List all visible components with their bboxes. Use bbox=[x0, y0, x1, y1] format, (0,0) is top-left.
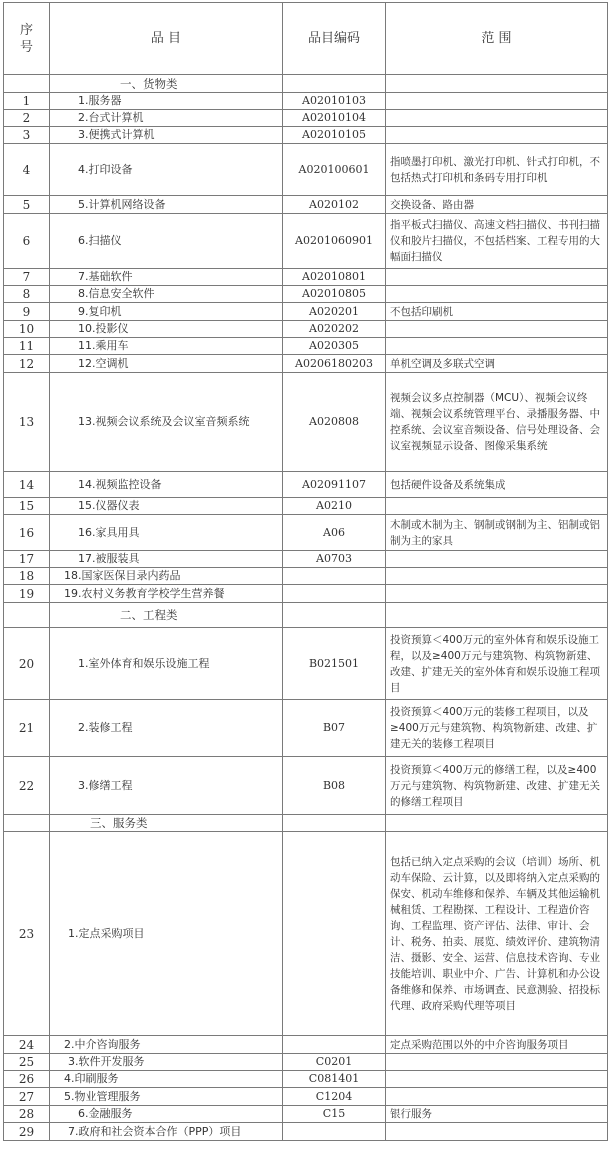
table-row: 7 7.基础软件 A02010801 bbox=[4, 269, 608, 286]
category-services: 三、服务类 bbox=[50, 815, 283, 832]
table-row: 12 12.空调机 A0206180203 单机空调及多联式空调 bbox=[4, 355, 608, 373]
table-row: 16 16.家具用具 A06 木制或木制为主、钢制或钢制为主、铝制或铝制为主的家具 bbox=[4, 515, 608, 551]
table-row: 19 19.农村义务教育学校学生营养餐 bbox=[4, 585, 608, 603]
table-row: 10 10.投影仪 A020202 bbox=[4, 321, 608, 338]
table-row: 8 8.信息安全软件 A02010805 bbox=[4, 286, 608, 303]
table-row: 26 4.印刷服务 C081401 bbox=[4, 1071, 608, 1088]
table-row: 1 1.服务器 A02010103 bbox=[4, 93, 608, 110]
table-row: 5 5.计算机网络设备 A020102 交换设备、路由器 bbox=[4, 196, 608, 214]
header-row bbox=[4, 3, 608, 75]
table-row: 2 2.台式计算机 A02010104 bbox=[4, 110, 608, 127]
table-row: 4 4.打印设备 A020100601 指喷墨打印机、激光打印机、针式打印机，不包括热式打印机和条码专用打印机 bbox=[4, 144, 608, 196]
category-goods: 一、货物类 bbox=[50, 75, 283, 93]
table-row: 22 3.修缮工程 B08 投资预算＜400万元的修缮工程，以及≥400万元与建筑物、构筑物新建、改建、扩建无关的修缮工程项目 bbox=[4, 757, 608, 815]
procurement-catalog-table bbox=[3, 2, 608, 1141]
table-row: 15 15.仪器仪表 A0210 bbox=[4, 498, 608, 515]
table-row: 25 3.软件开发服务 C0201 bbox=[4, 1054, 608, 1071]
table-row: 3 3.便携式计算机 A02010105 bbox=[4, 127, 608, 144]
table-row: 23 1.定点采购项目 包括已纳入定点采购的会议（培训）场所、机动车保险、云计算，以及即将纳入定点采购的保安、机动车维修和保养、车辆及其他运输机械租赁、工程勘探、工程设计、工程造价咨询、工程监理、资产评估、法律、审计、会计、税务、拍卖、展览、绩效评价、建筑物清洁、摄影、安全、运营、信息技术咨询、专业技能培训、职业中介、广告、计算机和办公设备维修和保养、市场调查、民意测验、招投标代理、政府采购代理等项目 bbox=[4, 832, 608, 1036]
header-code: 品目编码 bbox=[283, 3, 386, 75]
table-row: 6 6.扫描仪 A0201060901 指平板式扫描仪、高速文档扫描仪、书刊扫描仪和胶片扫描仪，不包括档案、工程专用的大幅面扫描仪 bbox=[4, 214, 608, 269]
header-name: 品 目 bbox=[50, 3, 283, 75]
header-scope: 范 围 bbox=[386, 3, 608, 75]
table-row: 17 17.被服装具 A0703 bbox=[4, 551, 608, 568]
table-row: 9 9.复印机 A020201 不包括印刷机 bbox=[4, 303, 608, 321]
category-row-services bbox=[4, 815, 608, 832]
table-row: 21 2.装修工程 B07 投资预算＜400万元的装修工程项目，以及≥400万元与建筑物、构筑物新建、改建、扩建无关的装修工程项目 bbox=[4, 700, 608, 757]
table-row: 14 14.视频监控设备 A02091107 包括硬件设备及系统集成 bbox=[4, 472, 608, 498]
category-row-goods bbox=[4, 75, 608, 93]
table-row: 28 6.金融服务 C15 银行服务 bbox=[4, 1106, 608, 1123]
category-row-engineering bbox=[4, 603, 608, 628]
table-row: 13 13.视频会议系统及会议室音频系统 A020808 视频会议多点控制器（MCU）、视频会议终端、视频会议系统管理平台、录播服务器、中控系统、会议室音频设备、信号处理设备、会议室视频显示设备、图像采集系统 bbox=[4, 373, 608, 472]
table-row: 24 2.中介咨询服务 定点采购范围以外的中介咨询服务项目 bbox=[4, 1036, 608, 1054]
table-row: 18 18.国家医保目录内药品 bbox=[4, 568, 608, 585]
category-engineering: 二、工程类 bbox=[50, 603, 283, 628]
table-row: 20 1.室外体育和娱乐设施工程 B021501 投资预算＜400万元的室外体育和娱乐设施工程，以及≥400万元与建筑物、构筑物新建、改建、扩建无关的室外体育和娱乐设施工程项目 bbox=[4, 628, 608, 700]
table-row: 27 5.物业管理服务 C1204 bbox=[4, 1088, 608, 1106]
table-row: 11 11.乘用车 A020305 bbox=[4, 338, 608, 355]
table-row: 29 7.政府和社会资本合作（PPP）项目 bbox=[4, 1123, 608, 1141]
header-seq: 序号 bbox=[4, 3, 50, 75]
